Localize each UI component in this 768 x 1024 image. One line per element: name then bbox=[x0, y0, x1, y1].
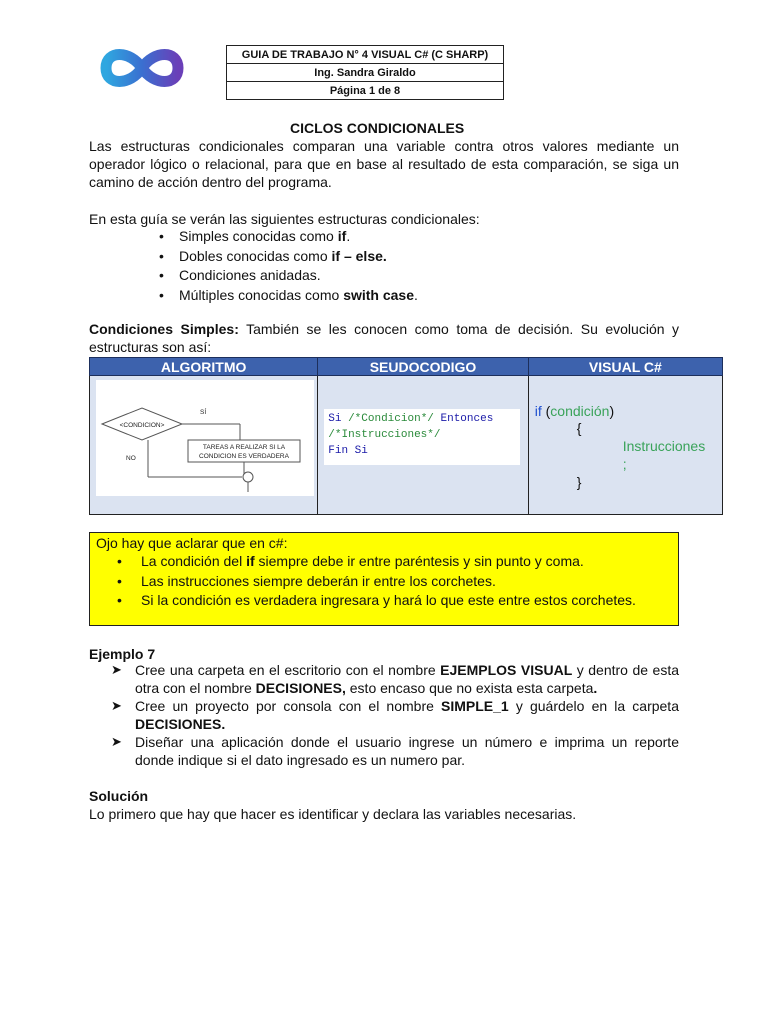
list-item: ➤ Cree un proyecto por consola con el nombre SIMPLE_1 y guárdelo en la carpeta DECISIONES. bbox=[111, 698, 679, 732]
intro-paragraph: Las estructuras condicionales comparan una variable contra otros valores mediante un operador lógico o relacional, para que en base al resultado de esta comparación, se siga un camino de acción dentro del programa. bbox=[89, 138, 679, 190]
solution-text: Lo primero que hay que hacer es identificar y declara las variables necesarias. bbox=[89, 806, 577, 822]
list-item: ➤ Cree una carpeta en el escritorio con el nombre EJEMPLOS VISUAL y dentro de esta otra con el nombre DECISIONES, esto encaso que no exista esta carpeta. bbox=[111, 662, 680, 696]
list-item: ➤ Diseñar una aplicación donde el usuario ingrese un número e imprima un reporte donde indique si el dato ingresado es un numero par. bbox=[111, 734, 679, 768]
example-title: Ejemplo 7 bbox=[89, 646, 156, 662]
header-algoritmo: ALGORITMO bbox=[90, 358, 318, 376]
infinity-logo bbox=[96, 42, 188, 94]
flow-condition-label: <CONDICION> bbox=[119, 422, 165, 429]
csharp-semicolon: ; bbox=[622, 456, 627, 472]
simple-conditions-label: Condiciones Simples: bbox=[89, 321, 239, 337]
header-visual-csharp: VISUAL C# bbox=[528, 358, 722, 376]
guide-title-cell: GUIA DE TRABAJO N° 4 VISUAL C# (C SHARP) bbox=[227, 46, 504, 64]
guide-intro: En esta guía se verán las siguientes estructuras condicionales: bbox=[89, 211, 480, 227]
list-item: • Si la condición es verdadera ingresara y hará lo que este entre estos corchetes. bbox=[117, 592, 636, 608]
csharp-if-line: if (condición) bbox=[534, 403, 615, 419]
solution-title: Solución bbox=[89, 788, 149, 804]
csharp-cell bbox=[528, 376, 722, 515]
header-seudocodigo: SEUDOCODIGO bbox=[318, 358, 528, 376]
author-cell: Ing. Sandra Giraldo bbox=[227, 64, 504, 82]
csharp-instructions: Instrucciones bbox=[622, 438, 706, 454]
flow-no-label: NO bbox=[126, 455, 136, 462]
algorithm-cell bbox=[90, 376, 318, 515]
list-item: • Simples conocidas como if. bbox=[159, 228, 351, 244]
page-title: CICLOS CONDICIONALES bbox=[290, 120, 465, 136]
list-item: • Dobles conocidas como if – else. bbox=[159, 247, 387, 264]
guide-header-table bbox=[226, 45, 504, 100]
note-title: Ojo hay que aclarar que en c#: bbox=[96, 535, 288, 551]
flow-task-line2: CONDICION ES VERDADERA bbox=[199, 453, 289, 460]
example-steps bbox=[111, 661, 680, 769]
flow-task-line1: TAREAS A REALIZAR SI LA bbox=[202, 444, 286, 451]
page-number-cell: Página 1 de 8 bbox=[227, 82, 504, 100]
note-list bbox=[117, 552, 672, 609]
pseudocode-block: Si /*Condicion*/ Entonces /*Instrucciones*/ Fin Si bbox=[324, 409, 520, 465]
flowchart-diagram bbox=[96, 380, 314, 496]
structures-table bbox=[89, 357, 723, 515]
csharp-open-brace: { bbox=[576, 420, 582, 436]
pseudocode-cell bbox=[318, 376, 528, 515]
csharp-close-brace: } bbox=[576, 474, 582, 490]
list-item: • Condiciones anidadas. bbox=[159, 267, 321, 283]
list-item: • Múltiples conocidas como swith case. bbox=[159, 286, 418, 303]
structures-list bbox=[159, 227, 679, 305]
flow-yes-label: SÍ bbox=[200, 409, 207, 416]
simple-conditions-paragraph: Condiciones Simples: También se les conocen como toma de decisión. Su evolución y estructuras son así: bbox=[89, 321, 680, 355]
list-item: • La condición del if siempre debe ir entre paréntesis y sin punto y coma. bbox=[117, 553, 584, 569]
note-box bbox=[89, 532, 679, 626]
list-item: • Las instrucciones siempre deberán ir entre los corchetes. bbox=[117, 572, 496, 589]
